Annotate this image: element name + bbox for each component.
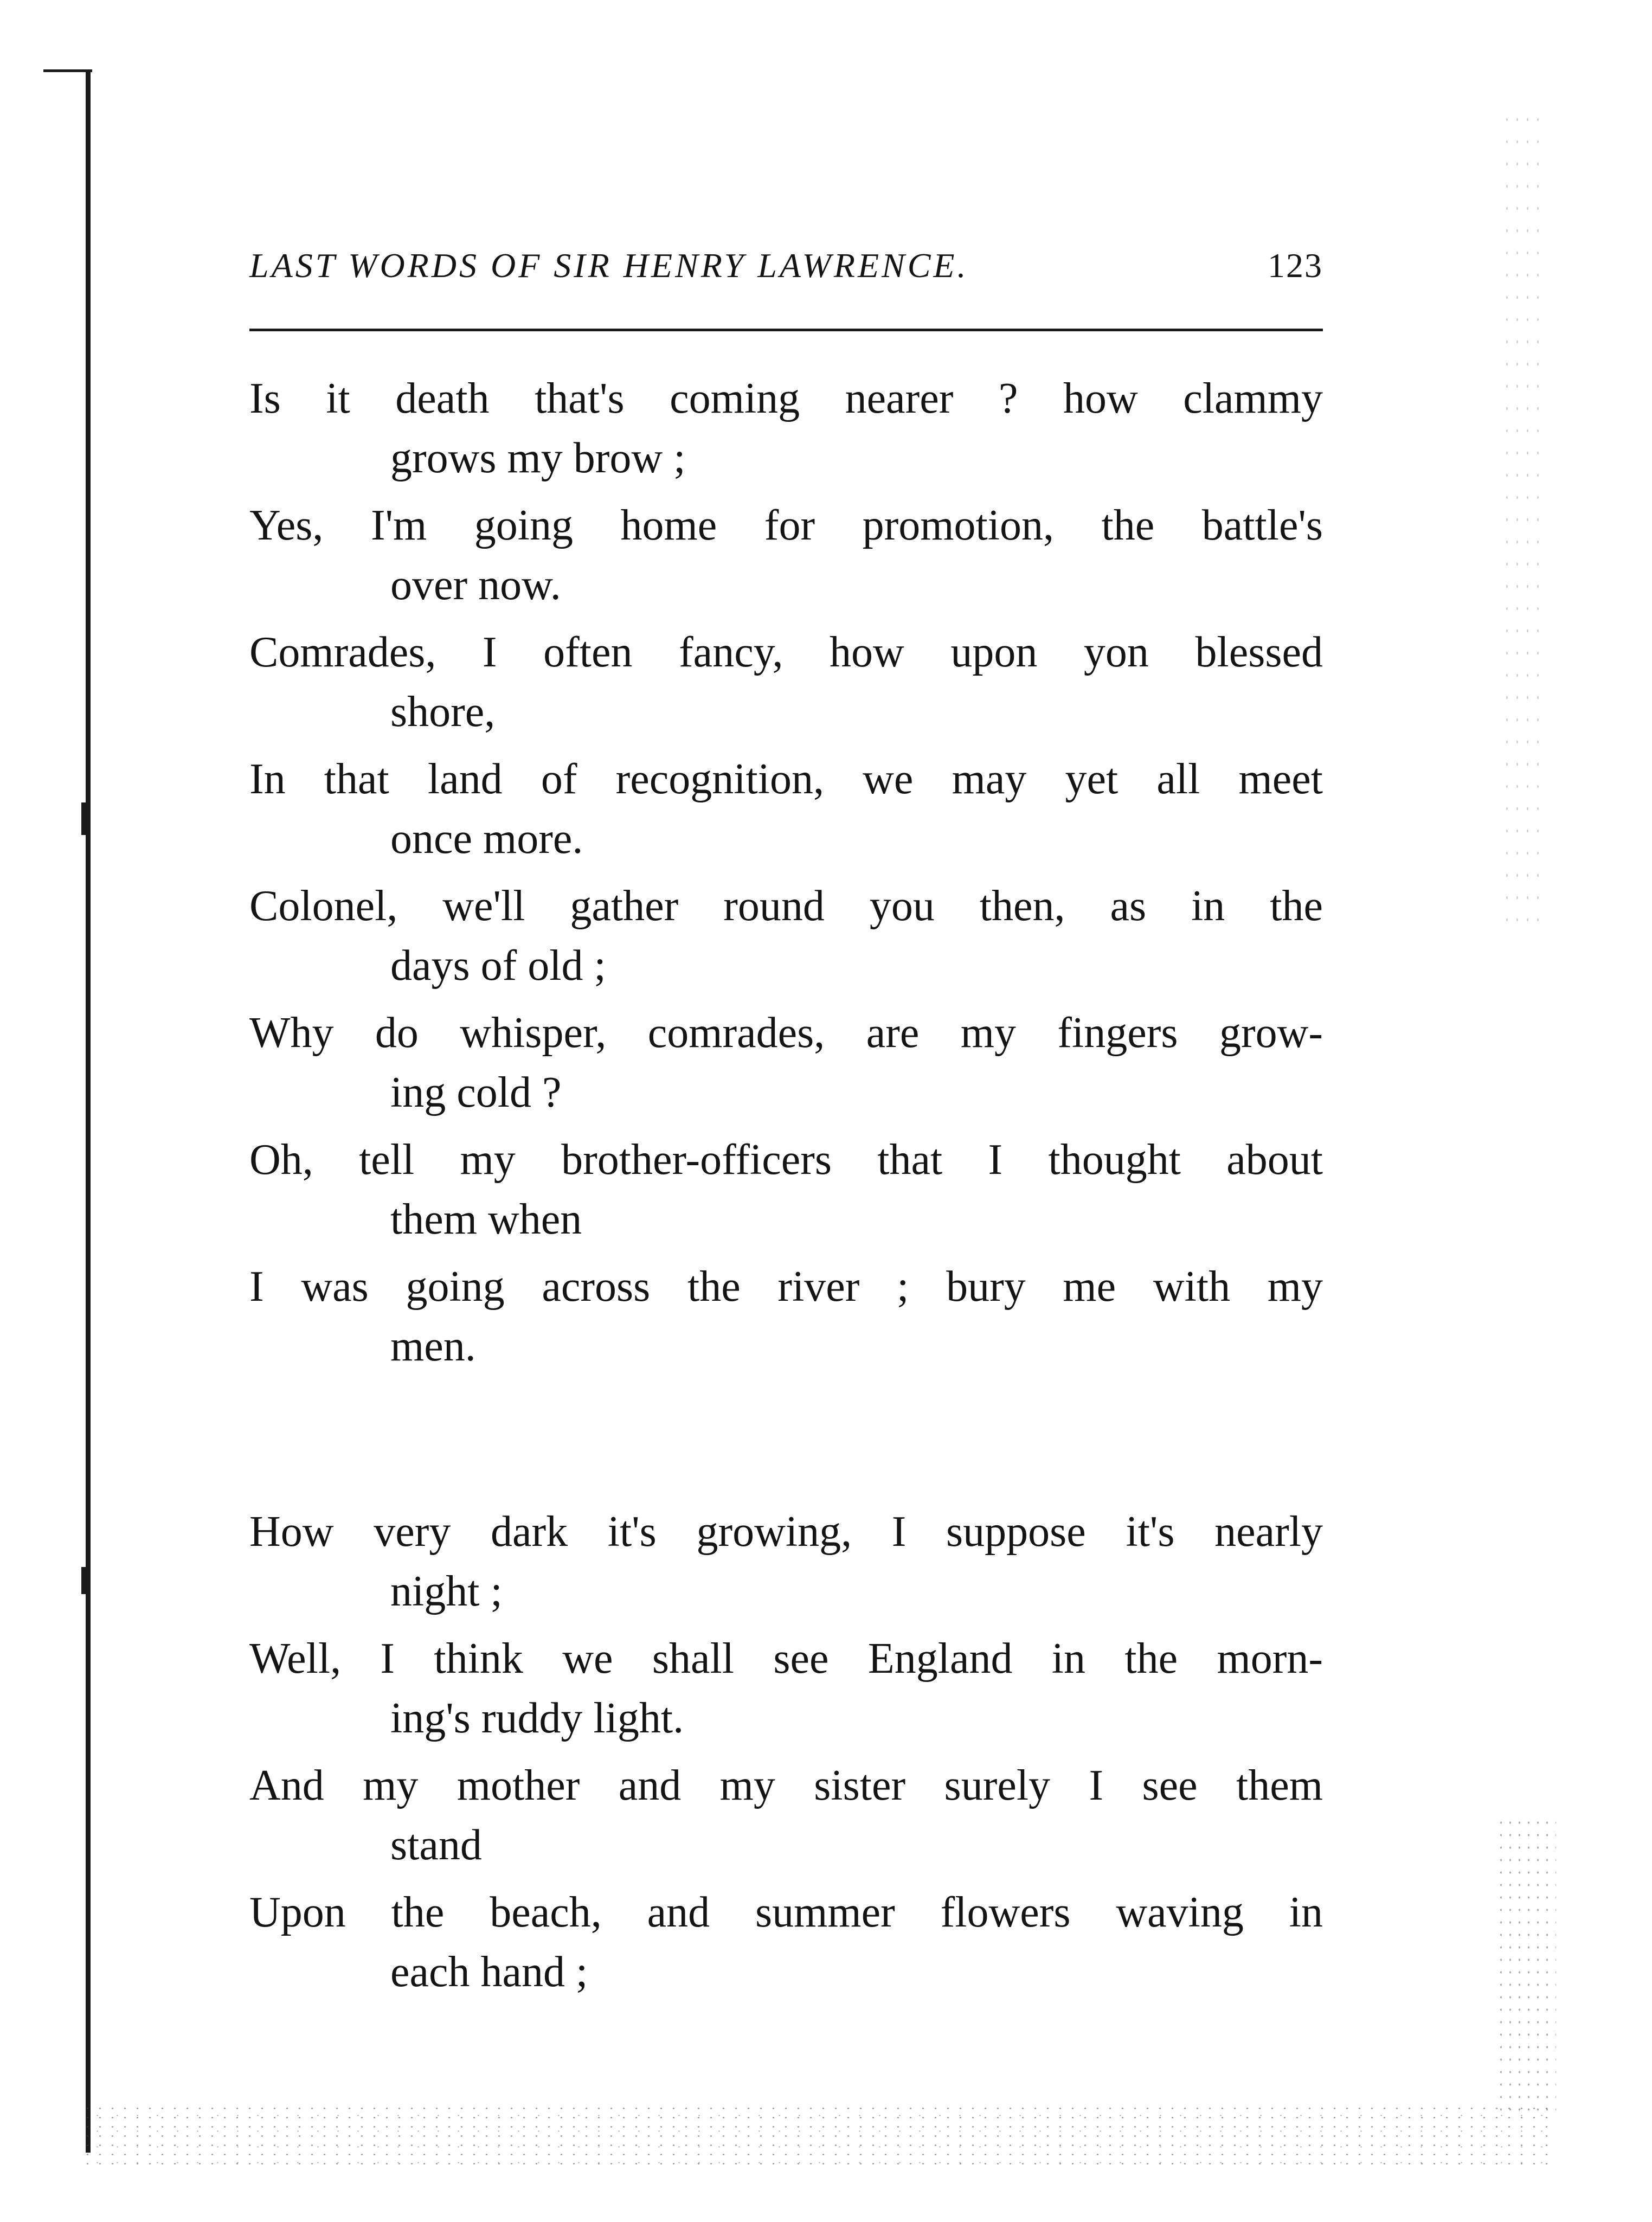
verse-line: Oh, tell my brother-officers that I thought about <box>249 1136 1323 1184</box>
verse-line: I was going across the river ; bury me with my <box>249 1263 1323 1311</box>
poem-body <box>249 369 1323 2009</box>
page-number: 123 <box>1268 246 1323 285</box>
header-rule <box>249 329 1323 331</box>
stanza <box>249 369 1323 1376</box>
verse-line-continuation: stand <box>390 1821 482 1869</box>
verse-line-continuation: once more. <box>390 815 583 863</box>
verse-line-continuation: days of old ; <box>390 942 606 990</box>
page-edge-speckle <box>1496 1816 1556 2120</box>
page-edge-speckle <box>1502 108 1540 922</box>
verse-line: Colonel, we'll gather round you then, as in the <box>249 882 1323 930</box>
verse-line: And my mother and my sister surely I see them <box>249 1762 1323 1809</box>
verse-line: Upon the beach, and summer flowers waving in <box>249 1889 1323 1936</box>
verse-line-continuation: over now. <box>390 561 561 609</box>
verse-line: Comrades, I often fancy, how upon yon blessed <box>249 628 1323 676</box>
verse-line: In that land of recognition, we may yet all meet <box>249 755 1323 803</box>
binding-mark <box>81 802 90 835</box>
verse-line-continuation: shore, <box>390 688 496 736</box>
verse-line: Is it death that's coming nearer ? how clammy <box>249 375 1323 422</box>
verse-line: Yes, I'm going home for promotion, the battle's <box>249 502 1323 549</box>
verse-line-continuation: night ; <box>390 1568 503 1615</box>
stanza <box>249 1502 1323 2002</box>
verse-line-continuation: them when <box>390 1196 582 1243</box>
binding-mark <box>81 1567 90 1594</box>
binding-edge-cap <box>43 69 92 72</box>
binding-edge <box>86 70 91 2153</box>
verse-line-continuation: men. <box>390 1322 476 1370</box>
running-header <box>249 239 1323 293</box>
verse-line: Why do whisper, comrades, are my fingers grow- <box>249 1009 1323 1057</box>
verse-line-continuation: grows my brow ; <box>390 434 686 482</box>
verse-line-continuation: ing cold ? <box>390 1069 562 1116</box>
verse-line-continuation: ing's ruddy light. <box>390 1694 684 1742</box>
page-bottom-speckle <box>81 2104 1556 2169</box>
verse-line-continuation: each hand ; <box>390 1948 588 1996</box>
verse-line: How very dark it's growing, I suppose it's nearly <box>249 1508 1323 1556</box>
running-header-title: LAST WORDS OF SIR HENRY LAWRENCE. <box>249 246 969 285</box>
verse-line: Well, I think we shall see England in the morn- <box>249 1635 1323 1682</box>
stanza-break <box>249 1384 1323 1502</box>
